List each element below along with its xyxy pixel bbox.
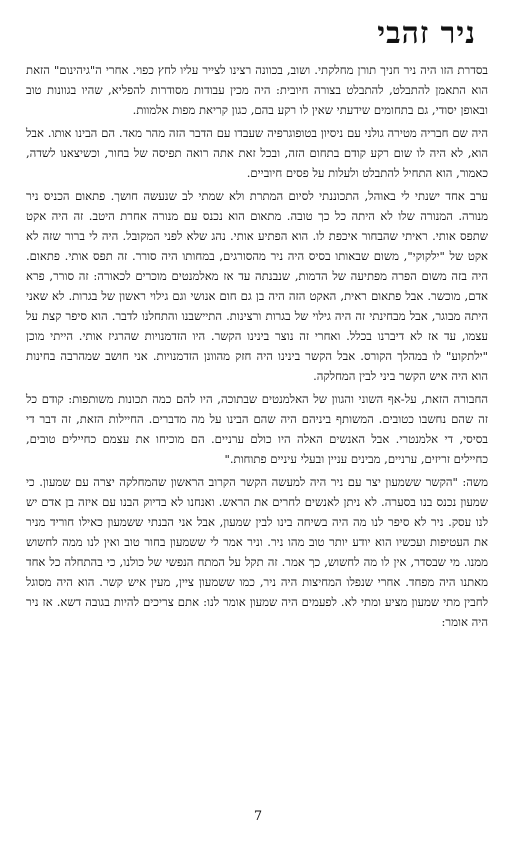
paragraph-4: החבורה הזאת, על-אף השוני והגוון של האלמנטים שבתוכה, היו להם כמה תכונות משותפות: קודם כל זה שהם נחשבו כטובים. המשותף ביניהם היה שהם הבינו על מה מדברים. החיילות הזאת, זה דבר די בסיסי, די אלמנטרי. אבל האנשים האלה היו כולם ערניים. הם מוכיחו את עצמם כחיילים טובים, כחיילים זריזים, ערניים, מבינים עניין ובעלי עיניים פתוחות." xyxy=(26,392,488,466)
paragraph-2: היה שם חבריה מטירה גולני עם ניסיון בטופוגרפיה שעבדו עם הדבר הזה מהר מאד. הם הבינו אותו. אבל הוא, לא היה לו שום רקע קודם בתחום הזה, ובכל זאת אתה רואה תפיסה של בחור, וכשיצאנו לשדה, כאמור, הוא התחיל להתבלט ולעלות על פסים חיוביים. xyxy=(26,126,488,180)
page-title: ניר זהבי xyxy=(377,16,476,51)
body-text xyxy=(26,60,488,632)
page-number: 7 xyxy=(253,809,263,824)
paragraph-1: בסדרת הזו היה ניר חניך תורן מחלקתי. ושוב, בכוונה רצינו לצייר עליו לחץ כפוי. אחרי ה"גיהינום" הזאת הוא התאמן להתבלט, להתבלט בצורה חיובית: היה מכין עבודות מסודרות להפליא, שהיו בגוונות טוב ובאופן יסודי, גם בתחומים שידעתי שאין לו רקע בהם, כגון קריאת מפות אלמוות. xyxy=(26,63,488,117)
paragraph-5: משה: "הקשר ששמעון יצר עם ניר היה למעשה הקשר הקרוב הראשון שהמחלקה יצרה עם שמעון. כי שמעון נכנס בנו בסערה. לא ניתן לאנשים לחרים את הראש. ואנחנו לא בדיוק הבנו עם איזה בן אדם יש לנו עסק. ניר לא סיפר לנו מה היה בשיחה בינו לבין שמעון, אבל אני הבנתי ששמעון כאילו חוריד מניר את העטיפות ועכשיו הוא יודע יותר טוב מהו ניר. וניר אמר לי ששמעון בחור טוב ואין לנו ממה לחשוש ממנו. מי שבסדר, אין לו מה לחשוש, כך אמר. זה תקל על המתח הנפשי של כולנו, כי בהתחלה כל אחד מאתנו היה מפחד. אחרי שנפלו המחיצות היה ניר, כמו ששמעון ציין, מעין איש קשר. הוא היה מסוגל לחבין מתי שמעון מציע ומתי לא. לפעמים היה שמעון אומר לנו: אתם צריכים להיות בגובה דשא. אז ניר היה אומר: xyxy=(26,475,488,629)
paragraph-3: ערב אחד ישנתי לי באוהל, התכוננתי לסיום המתרת ולא שמתי לב שנעשה חושך. פתאום הכניס ניר מנורה. המנורה שלו לא היתה כל כך טובה. מתאום הוא נכנס עם מנורה אחרת היטב. זה היה אקט שתפס אותי. ראיתי שהבחור איכפת לו. הוא הפתיע אותי. נהג שלא לפני המקובל. היה לי ברור שזה לא אקט של "ילקוקי", משום שבאותו בסיס היה ניר מהסורגים, במחותו היה סורר. זה תפס אותי. פתאום. היה בזה משום הפרה מפתיעה של הדמות, שנבנתה עד אז מאלמנטים מוכרים לכאורה: זה סורר, פרא אדם, מוכשר. אבל פתאום ראית, האקט הזה היה בן גם חום אנושי וגם גילוי ראשון של בגרות. לא שאני היתה מבוגר, אבל מבחינתי זה היה גילוי של בגרות ורצינות. התיישבנו והתחלנו לדבר. הוא סיפר קצת על עצמו, עד אז לא דיברנו בכלל. ואחרי זה נוצר בינינו הקשר. היו הזדמנויות שהרגיז אותי. הייתי מוכן "ילתקוע" לו במהלך הקורס. אבל הקשר בינינו היה חזק מהוונן הזדמנויות. אני חושב שמהרבה בחינות הוא היה איש הקשר ביני לבין המחלקה. xyxy=(26,189,488,383)
